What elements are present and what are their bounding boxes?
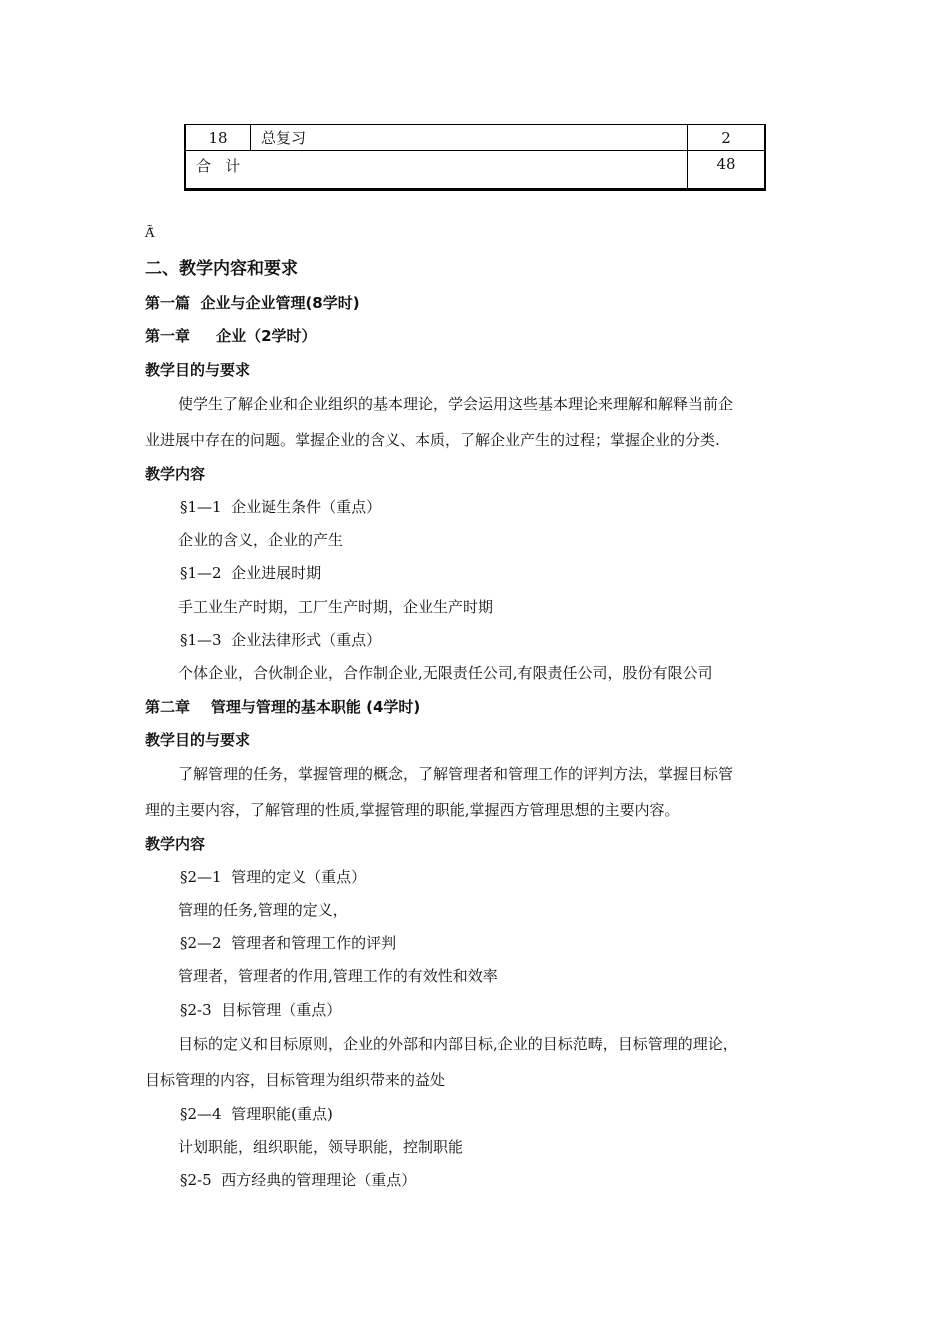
- row-topic: 总复习: [251, 125, 688, 151]
- paragraph-line: 目标管理的内容，目标管理为组织带来的益处: [145, 1071, 446, 1089]
- subsection-heading: §1—1 企业诞生条件（重点）: [180, 498, 382, 516]
- hours-table: [184, 124, 766, 191]
- chapter-heading: 第二章 管理与管理的基本职能 (4学时): [145, 698, 421, 716]
- row-hours: 2: [688, 125, 766, 151]
- table-total-row: [185, 151, 765, 190]
- subsection-text: 管理者，管理者的作用,管理工作的有效性和效率: [178, 967, 498, 985]
- subsection-heading: §2—4 管理职能(重点): [180, 1105, 333, 1123]
- subsection-heading: §2—2 管理者和管理工作的评判: [180, 934, 397, 952]
- paragraph-line: 目标的定义和目标原则，企业的外部和内部目标,企业的目标范畴，目标管理的理论，: [178, 1035, 738, 1053]
- subsection-heading: §2-5 西方经典的管理理论（重点）: [180, 1171, 417, 1189]
- chapter-heading: 第一章 企业（2学时）: [145, 327, 317, 345]
- subsection-heading: §1—2 企业进展时期: [180, 564, 322, 582]
- table-row: [185, 125, 765, 151]
- content-heading: 教学内容: [145, 465, 206, 483]
- stray-glyph: Ã̃: [145, 226, 155, 241]
- content-heading: 教学内容: [145, 835, 206, 853]
- total-hours: 48: [688, 151, 766, 190]
- paragraph-line: 了解管理的任务，掌握管理的概念，了解管理者和管理工作的评判方法，掌握目标管: [178, 765, 734, 783]
- subsection-text: 个体企业，合伙制企业，合作制企业,无限责任公司,有限责任公司，股份有限公司: [178, 664, 713, 682]
- subsection-heading: §2—1 管理的定义（重点）: [180, 868, 367, 886]
- subsection-text: 管理的任务,管理的定义，: [178, 901, 348, 919]
- part-heading: 第一篇 企业与企业管理(8学时): [145, 294, 360, 312]
- subsection-heading: §2-3 目标管理（重点）: [180, 1001, 342, 1019]
- subsection-text: 手工业生产时期，工厂生产时期，企业生产时期: [178, 598, 494, 616]
- subsection-text: 企业的含义，企业的产生: [178, 531, 344, 549]
- subsection-heading: §1—3 企业法律形式（重点）: [180, 631, 382, 649]
- paragraph-line: 使学生了解企业和企业组织的基本理论，学会运用这些基本理论来理解和解释当前企: [178, 395, 734, 413]
- goal-heading: 教学目的与要求: [145, 361, 251, 379]
- row-number: 18: [185, 125, 251, 151]
- total-label: 合 计: [185, 151, 688, 190]
- subsection-text: 计划职能，组织职能，领导职能，控制职能: [178, 1138, 464, 1156]
- goal-heading: 教学目的与要求: [145, 731, 251, 749]
- paragraph-line: 业进展中存在的问题。掌握企业的含义、本质，了解企业产生的过程；掌握企业的分类.: [145, 431, 720, 449]
- section-title: 二、教学内容和要求: [145, 259, 298, 279]
- paragraph-line: 理的主要内容，了解管理的性质,掌握管理的职能,掌握西方管理思想的主要内容。: [145, 801, 680, 819]
